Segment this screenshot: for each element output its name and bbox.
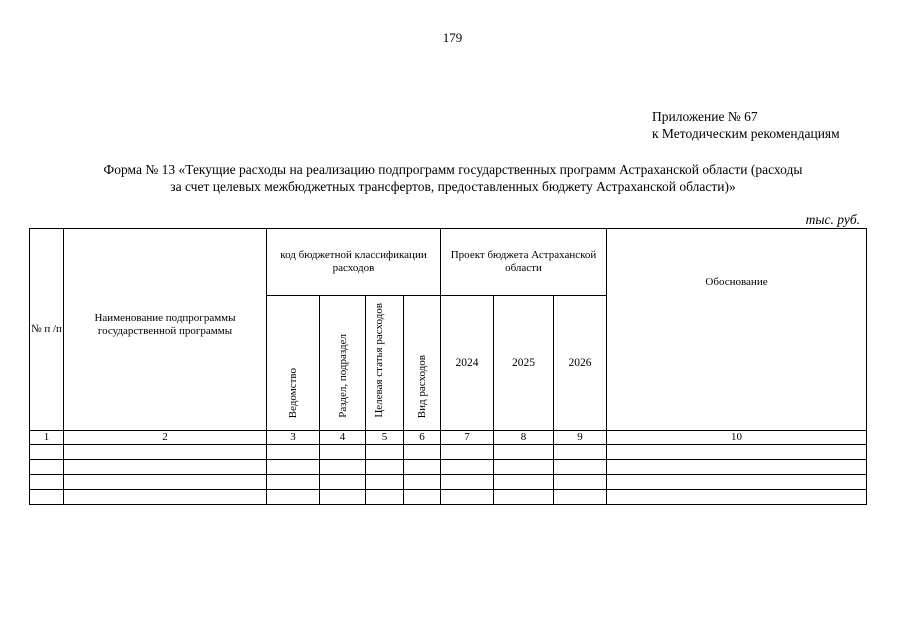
column-number: 10 [607, 431, 867, 445]
table-cell[interactable] [607, 475, 867, 490]
table-cell[interactable] [494, 445, 554, 460]
header-row-1 [30, 229, 867, 296]
table-row [30, 475, 867, 490]
table-cell[interactable] [267, 445, 320, 460]
column-number-row [30, 431, 867, 445]
table-cell[interactable] [30, 490, 64, 505]
header-name: Наименование подпрограммы государственной программы [64, 229, 267, 431]
table-cell[interactable] [366, 490, 404, 505]
table-cell[interactable] [494, 460, 554, 475]
header-year-2: 2025 [494, 296, 554, 431]
table-cell[interactable] [320, 490, 366, 505]
table-row [30, 445, 867, 460]
header-target-item: Целевая статья расходов [366, 296, 404, 431]
table-cell[interactable] [267, 475, 320, 490]
table-cell[interactable] [441, 490, 494, 505]
table-cell[interactable] [554, 460, 607, 475]
header-section: Раздел, подраздел [320, 296, 366, 431]
table-cell[interactable] [404, 490, 441, 505]
column-number: 9 [554, 431, 607, 445]
column-number: 1 [30, 431, 64, 445]
units-label: тыс. руб. [805, 212, 860, 227]
header-budget-group: Проект бюджета Астраханской области [441, 229, 607, 296]
form-title [40, 161, 866, 195]
table-cell[interactable] [441, 475, 494, 490]
form-title-line-2: за счет целевых межбюджетных трансфертов, предоставленных бюджету Астраханской области)» [170, 179, 736, 194]
header-year-1: 2024 [441, 296, 494, 431]
table-cell[interactable] [320, 460, 366, 475]
column-number: 5 [366, 431, 404, 445]
table-cell[interactable] [267, 460, 320, 475]
table-cell[interactable] [64, 445, 267, 460]
table-cell[interactable] [554, 445, 607, 460]
column-number: 7 [441, 431, 494, 445]
appendix-line-1: Приложение № 67 [652, 109, 758, 124]
table-cell[interactable] [320, 475, 366, 490]
table-cell[interactable] [30, 445, 64, 460]
table-cell[interactable] [64, 460, 267, 475]
header-year-3: 2026 [554, 296, 607, 431]
form-title-line-1: Форма № 13 «Текущие расходы на реализацию подпрограмм государственных программ Астраханской области (расходы [103, 162, 803, 177]
table-cell[interactable] [404, 460, 441, 475]
table-cell[interactable] [366, 475, 404, 490]
table-cell[interactable] [554, 490, 607, 505]
table-cell[interactable] [404, 445, 441, 460]
table-cell[interactable] [64, 475, 267, 490]
table-cell[interactable] [494, 475, 554, 490]
table-cell[interactable] [366, 445, 404, 460]
table-cell[interactable] [607, 460, 867, 475]
table-row [30, 460, 867, 475]
table-cell[interactable] [607, 490, 867, 505]
expenses-table [29, 228, 867, 505]
header-budget-code-group: код бюджетной классификации расходов [267, 229, 441, 296]
table-cell[interactable] [404, 475, 441, 490]
page-number: 179 [442, 30, 463, 45]
table-cell[interactable] [64, 490, 267, 505]
table-cell[interactable] [494, 490, 554, 505]
table-row [30, 490, 867, 505]
table-cell[interactable] [607, 445, 867, 460]
table-cell[interactable] [320, 445, 366, 460]
column-number: 8 [494, 431, 554, 445]
column-number: 3 [267, 431, 320, 445]
header-number: № п /п [30, 229, 64, 431]
header-grounds: Обоснование [607, 229, 867, 431]
table-cell[interactable] [30, 460, 64, 475]
table-cell[interactable] [441, 445, 494, 460]
column-number: 4 [320, 431, 366, 445]
header-department: Ведомство [267, 296, 320, 431]
appendix-note [652, 108, 840, 142]
column-number: 6 [404, 431, 441, 445]
table-cell[interactable] [267, 490, 320, 505]
table-cell[interactable] [30, 475, 64, 490]
column-number: 2 [64, 431, 267, 445]
table-cell[interactable] [441, 460, 494, 475]
header-expense-type: Вид расходов [404, 296, 441, 431]
appendix-line-2: к Методическим рекомендациям [652, 126, 840, 141]
table-cell[interactable] [554, 475, 607, 490]
table-cell[interactable] [366, 460, 404, 475]
